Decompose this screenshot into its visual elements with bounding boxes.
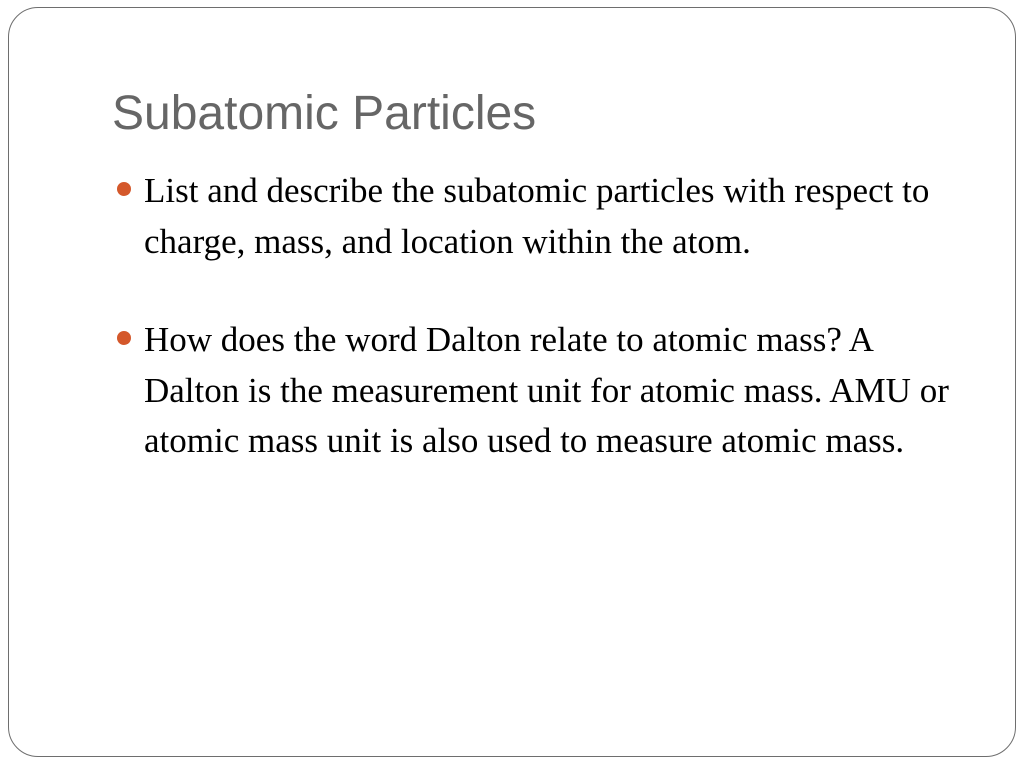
bullet-dot-icon — [117, 331, 131, 345]
bullet-text: List and describe the subatomic particles with respect to charge, mass, and location within the atom. — [144, 171, 930, 261]
bullet-item — [116, 166, 976, 267]
bullet-dot-icon — [117, 182, 131, 196]
slide-title: Subatomic Particles — [112, 87, 537, 140]
bullet-text: How does the word Dalton relate to atomic mass? A Dalton is the measurement unit for atomic mass. AMU or atomic mass unit is also used to measure atomic mass. — [144, 320, 949, 460]
bullet-item — [116, 315, 976, 467]
bullet-list — [116, 166, 976, 467]
